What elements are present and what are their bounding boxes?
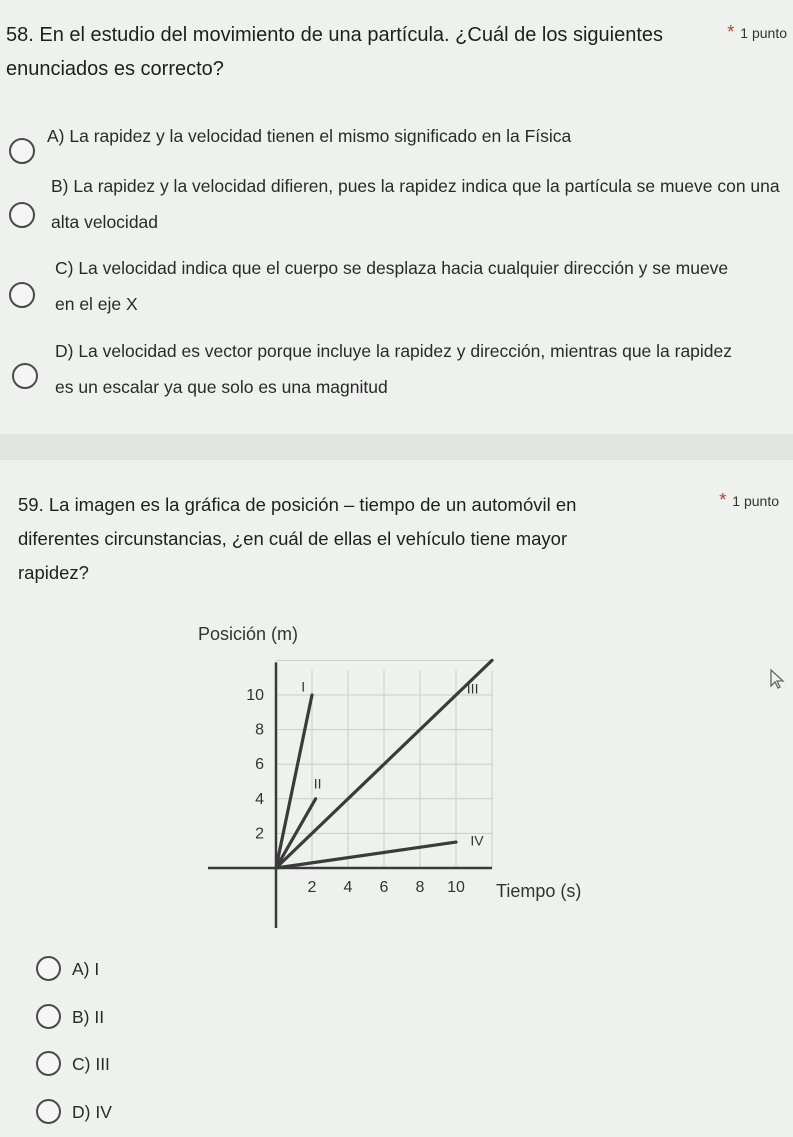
q59-option-d-label: D) IV — [72, 1102, 112, 1122]
q58-option-a-label: A) La rapidez y la velocidad tienen el mismo significado en la Física — [47, 126, 572, 146]
q58-option-c[interactable] — [0, 250, 793, 330]
x-tick-label: 2 — [307, 879, 317, 896]
y-tick-label: 10 — [246, 687, 264, 704]
q59-option-c[interactable] — [0, 1045, 793, 1083]
series-label-I: I — [301, 678, 306, 695]
radio-button-icon[interactable] — [9, 202, 35, 228]
series-line-I — [276, 695, 312, 868]
question-59-title: 59. La imagen es la gráfica de posición – tiempo de un automóvil en diferentes circunstancias, ¿en cuál de ellas el vehículo tiene mayor rapidez? — [18, 494, 577, 583]
y-tick-label: 4 — [255, 790, 264, 808]
radio-button-icon[interactable] — [36, 1051, 61, 1076]
q59-option-c-label: C) III — [72, 1054, 110, 1074]
question-59-points: * 1 punto — [719, 490, 779, 510]
q58-option-b-label: B) La rapidez y la velocidad difieren, pues la rapidez indica que la partícula se mueve con una alta velocidad — [51, 176, 780, 232]
q58-option-d[interactable] — [0, 333, 793, 413]
series-label-IV: IV — [470, 832, 484, 849]
series-line-IV — [276, 842, 456, 868]
q59-option-a[interactable] — [0, 950, 793, 988]
q58-option-b[interactable] — [0, 168, 793, 248]
q59-option-d[interactable] — [0, 1093, 793, 1131]
series-label-II: II — [313, 775, 322, 792]
q58-option-d-label: D) La velocidad es vector porque incluye la rapidez y dirección, mientras que la rapidez es un escalar ya que solo es una magnitud — [55, 341, 733, 397]
y-tick-label: 2 — [255, 825, 264, 843]
position-time-chart — [0, 615, 793, 945]
question-58-points: * 1 punto — [727, 22, 787, 42]
radio-button-icon[interactable] — [36, 956, 61, 981]
required-asterisk: * — [727, 22, 735, 42]
question-58-title: 58. En el estudio del movimiento de una partícula. ¿Cuál de los siguientes enunciados es correcto? — [6, 24, 664, 80]
radio-button-icon[interactable] — [9, 282, 35, 308]
q58-option-a[interactable] — [0, 118, 793, 168]
chart-svg — [0, 615, 793, 945]
radio-button-icon[interactable] — [12, 363, 38, 389]
radio-button-icon[interactable] — [36, 1099, 61, 1124]
question-59-card — [0, 460, 793, 1137]
x-tick-label: 8 — [415, 879, 425, 896]
question-58-card — [0, 0, 793, 434]
radio-button-icon[interactable] — [36, 1004, 61, 1029]
x-tick-label: 10 — [447, 879, 465, 896]
q59-option-b-label: B) II — [72, 1007, 105, 1027]
required-asterisk: * — [719, 490, 727, 510]
section-divider — [0, 434, 793, 460]
y-tick-label: 8 — [255, 721, 264, 739]
q58-option-c-label: C) La velocidad indica que el cuerpo se desplaza hacia cualquier dirección y se mueve en el eje X — [55, 258, 729, 314]
cursor-icon — [768, 668, 790, 690]
series-label-III: III — [466, 680, 479, 697]
y-axis-label: Posición (m) — [198, 624, 299, 644]
x-tick-label: 4 — [343, 879, 353, 896]
radio-button-icon[interactable] — [9, 138, 35, 164]
q59-option-a-label: A) I — [72, 959, 100, 979]
y-tick-label: 6 — [255, 756, 264, 774]
x-tick-label: 6 — [379, 879, 389, 896]
q59-option-b[interactable] — [0, 998, 793, 1036]
x-axis-label: Tiempo (s) — [496, 881, 582, 901]
